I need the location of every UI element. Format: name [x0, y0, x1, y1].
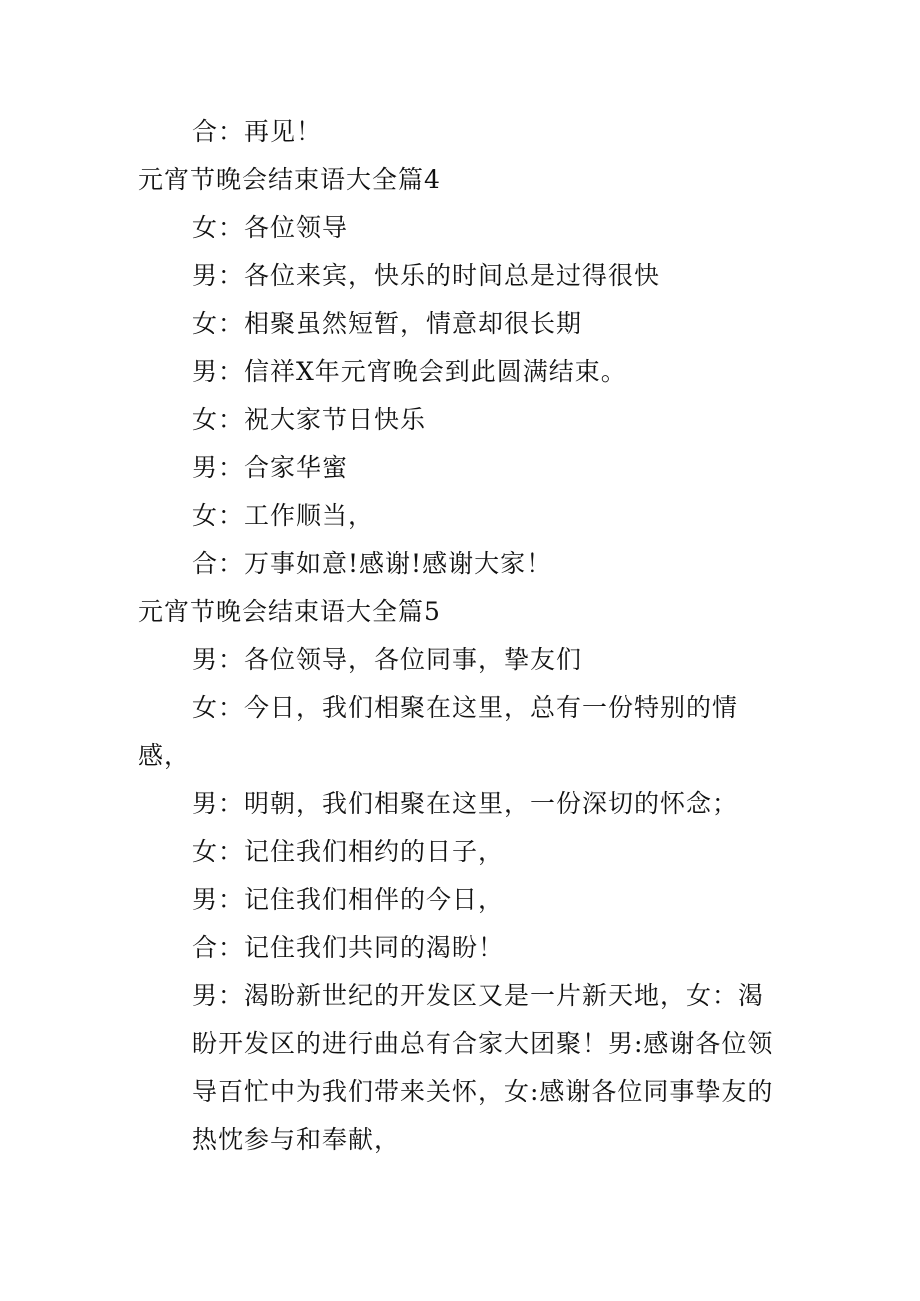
text-line-14: 感， [138, 741, 191, 770]
text-line-13: 女：今日，我们相聚在这里，总有一份特别的情 [192, 693, 739, 722]
text-line-18: 合：记住我们共同的渴盼！ [192, 933, 505, 962]
text-line-15: 男：明朝，我们相聚在这里，一份深切的怀念； [192, 789, 739, 818]
text-line-3: 女：各位领导 [192, 213, 349, 242]
text-line-1: 合：再见！ [192, 117, 323, 146]
text-line-6: 男：信祥X年元宵晚会到此圆满结束。 [192, 357, 627, 386]
section-heading-5: 元宵节晚会结束语大全篇5 [138, 597, 441, 626]
text-line-4: 男：各位来宾，快乐的时间总是过得很快 [192, 261, 661, 290]
text-line-10: 合：万事如意!感谢!感谢大家！ [192, 549, 553, 578]
text-line-22: 热忱参与和奉献， [192, 1125, 401, 1154]
text-line-9: 女：工作顺当， [192, 501, 375, 530]
text-line-16: 女：记住我们相约的日子， [192, 837, 505, 866]
text-line-17: 男：记住我们相伴的今日， [192, 885, 505, 914]
section-heading-4: 元宵节晚会结束语大全篇4 [138, 165, 441, 194]
text-line-20: 盼开发区的进行曲总有合家大团聚！男:感谢各位领 [192, 1029, 774, 1058]
text-line-12: 男：各位领导，各位同事，挚友们 [192, 645, 583, 674]
text-line-19: 男：渴盼新世纪的开发区又是一片新天地，女：渴 [192, 981, 765, 1010]
text-line-8: 男：合家华蜜 [192, 453, 349, 482]
text-line-7: 女：祝大家节日快乐 [192, 405, 427, 434]
text-line-21: 导百忙中为我们带来关怀，女:感谢各位同事挚友的 [192, 1077, 774, 1106]
text-line-5: 女：相聚虽然短暂，情意却很长期 [192, 309, 583, 338]
